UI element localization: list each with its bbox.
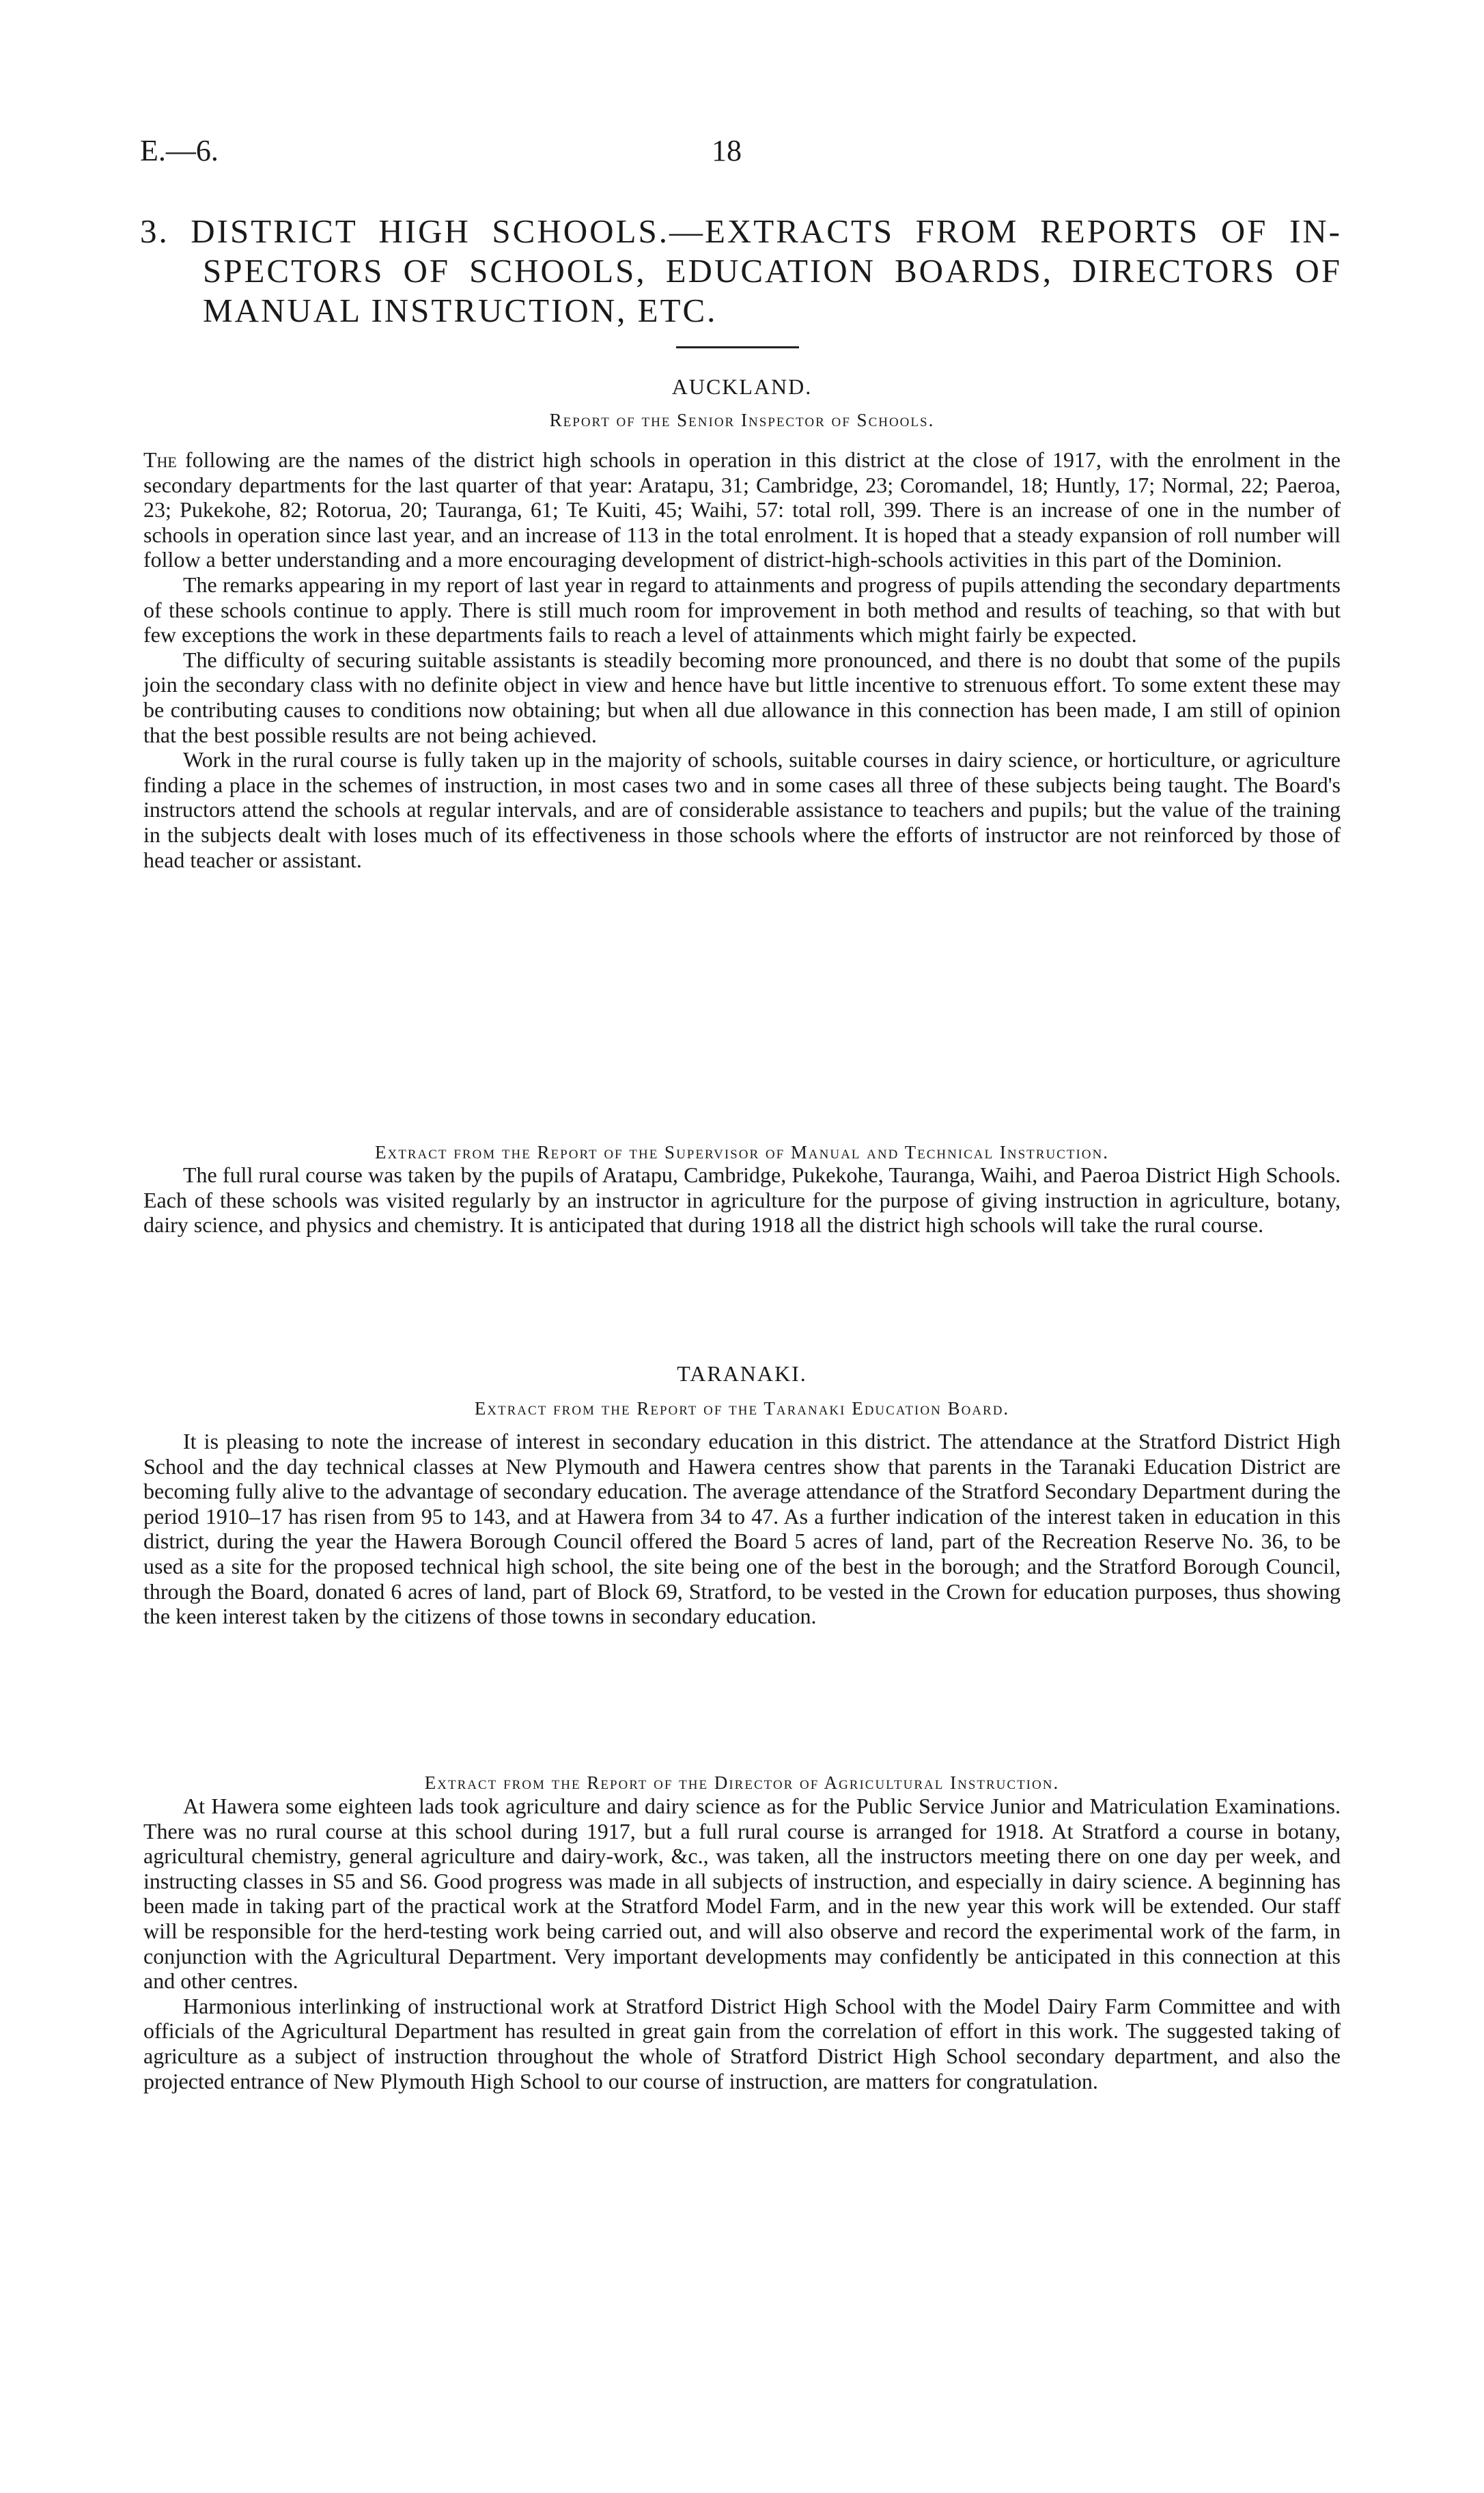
supervisor-report <box>143 1162 1341 1238</box>
senior-inspector-report-title: Report of the Senior Inspector of Schools. <box>549 410 935 430</box>
section-title-line-1: 3. DISTRICT HIGH SCHOOLS.—EXTRACTS FROM REPORTS OF IN- <box>140 212 1342 250</box>
section-title <box>140 212 1342 331</box>
director-report <box>143 1794 1341 2093</box>
section-title-line-3: MANUAL INSTRUCTION, ETC. <box>203 292 718 329</box>
auckland-inspector-report <box>143 447 1341 872</box>
title-divider <box>676 346 799 348</box>
section-number: 3. <box>140 212 169 250</box>
page-number: 18 <box>712 134 742 167</box>
supervisor-report-title: Extract from the Report of the Supervisor of Manual and Technical Instruction. <box>375 1142 1109 1162</box>
report-code: E.—6. <box>140 134 219 167</box>
section-title-line-2: SPECTORS OF SCHOOLS, EDUCATION BOARDS, DIRECTORS OF <box>203 252 1342 290</box>
director-report-title: Extract from the Report of the Director of Agricultural Instruction. <box>424 1772 1060 1793</box>
paragraph: Harmonious interlinking of instructional work at Stratford District High School with the Model Dairy Farm Committee and with officials of the Agricultural Department has resulted in great gain from the correlation of effort in this work. The suggested taking of agriculture as a subject of instruction throughout the whole of Stratford District High School secondary department, and also the projected entrance of New Plymouth High School to our course of instruction, are matters for congratulation. <box>143 1993 1341 2093</box>
taranaki-board-report-title: Extract from the Report of the Taranaki Education Board. <box>474 1398 1010 1419</box>
taranaki-board-report <box>143 1429 1341 1629</box>
paragraph: At Hawera some eighteen lads took agriculture and dairy science as for the Public Service Junior and Matriculation Examinations. There was no rural course at this school during 1917, but a full rural course is arranged for 1918. At Stratford a course in botany, agricultural chemistry, general agriculture and dairy-work, &c., was taken, all the instructors meeting there on one day per week, and instructing classes in S5 and S6. Good progress was made in all subjects of instruction, and especially in dairy science. A beginning has been made in taking part of the practical work at the Stratford Model Farm, and in the new year this work will be extended. Our staff will be responsible for the herd-testing work being carried out, and will also observe and record the experimental work of the farm, in conjunction with the Agricultural Department. Very important developments may confidently be anticipated in this connection at this and other centres. <box>143 1794 1341 1994</box>
paragraph: It is pleasing to note the increase of interest in secondary education in this district. The attendance at the Stratford District High School and the day technical classes at New Plymouth and Hawera centres show that parents in the Taranaki Education District are becoming fully alive to the advantage of secondary education. The average attendance of the Stratford Secondary Department during the period 1910–17 has risen from 95 to 143, and at Hawera from 34 to 47. As a further indication of the interest taken in education in this district, during the year the Hawera Borough Council offered the Board 5 acres of land, part of the Recreation Reserve No. 36, to be used as a site for the proposed technical high school, the site being one of the best in the borough; and the Stratford Borough Council, through the Board, donated 6 acres of land, part of Block 69, Stratford, to be vested in the Crown for education purposes, thus showing the keen interest taken by the citizens of those towns in secondary education. <box>143 1429 1341 1629</box>
paragraph: The following are the names of the district high schools in operation in this district at the close of 1917, with the enrolment in the secondary departments for the last quarter of that year: Aratapu, 31; Cambridge, 23; Coromandel, 18; Huntly, 17; Normal, 22; Paeroa, 23; Pukekohe, 82; Rotorua, 20; Tauranga, 61; Te Kuiti, 45; Waihi, 57: total roll, 399. There is an increase of one in the number of schools in operation since last year, and an increase of 113 in the total enrolment. It is hoped that a steady expansion of roll number will follow a better understanding and a more encouraging development of district-high-schools activities in this part of the Dominion. <box>143 447 1341 572</box>
paragraph: The difficulty of securing suitable assistants is steadily becoming more pronounced, and there is no doubt that some of the pupils join the secondary class with no definite object in view and hence have but little incentive to strenuous effort. To some extent these may be contributing causes to conditions now obtaining; but when all due allowance in this connection has been made, I am still of opinion that the best possible results are not being achieved. <box>143 647 1341 747</box>
taranaki-heading: TARANAKI. <box>677 1361 807 1386</box>
auckland-heading: AUCKLAND. <box>671 374 813 399</box>
paragraph: The full rural course was taken by the pupils of Aratapu, Cambridge, Pukekohe, Tauranga, Waihi, and Paeroa District High Schools. Each of these schools was visited regularly by an instructor in agriculture for the purpose of giving instruction in agriculture, botany, dairy science, and physics and chemistry. It is anticipated that during 1918 all the district high schools will take the rural course. <box>143 1162 1341 1238</box>
paragraph: Work in the rural course is fully taken up in the majority of schools, suitable courses in dairy science, or horticulture, or agriculture finding a place in the schemes of instruction, in most cases two and in some cases all three of these subjects being taught. The Board's instructors attend the schools at regular intervals, and are of considerable assistance to teachers and pupils; but the value of the training in the subjects dealt with loses much of its effectiveness in those schools where the efforts of instructor are not reinforced by those of head teacher or assistant. <box>143 747 1341 872</box>
paragraph: The remarks appearing in my report of last year in regard to attainments and progress of pupils attending the secondary departments of these schools continue to apply. There is still much room for improvement in both method and results of teaching, so that with but few exceptions the work in these departments fails to reach a level of attainments which might fairly be expected. <box>143 572 1341 647</box>
